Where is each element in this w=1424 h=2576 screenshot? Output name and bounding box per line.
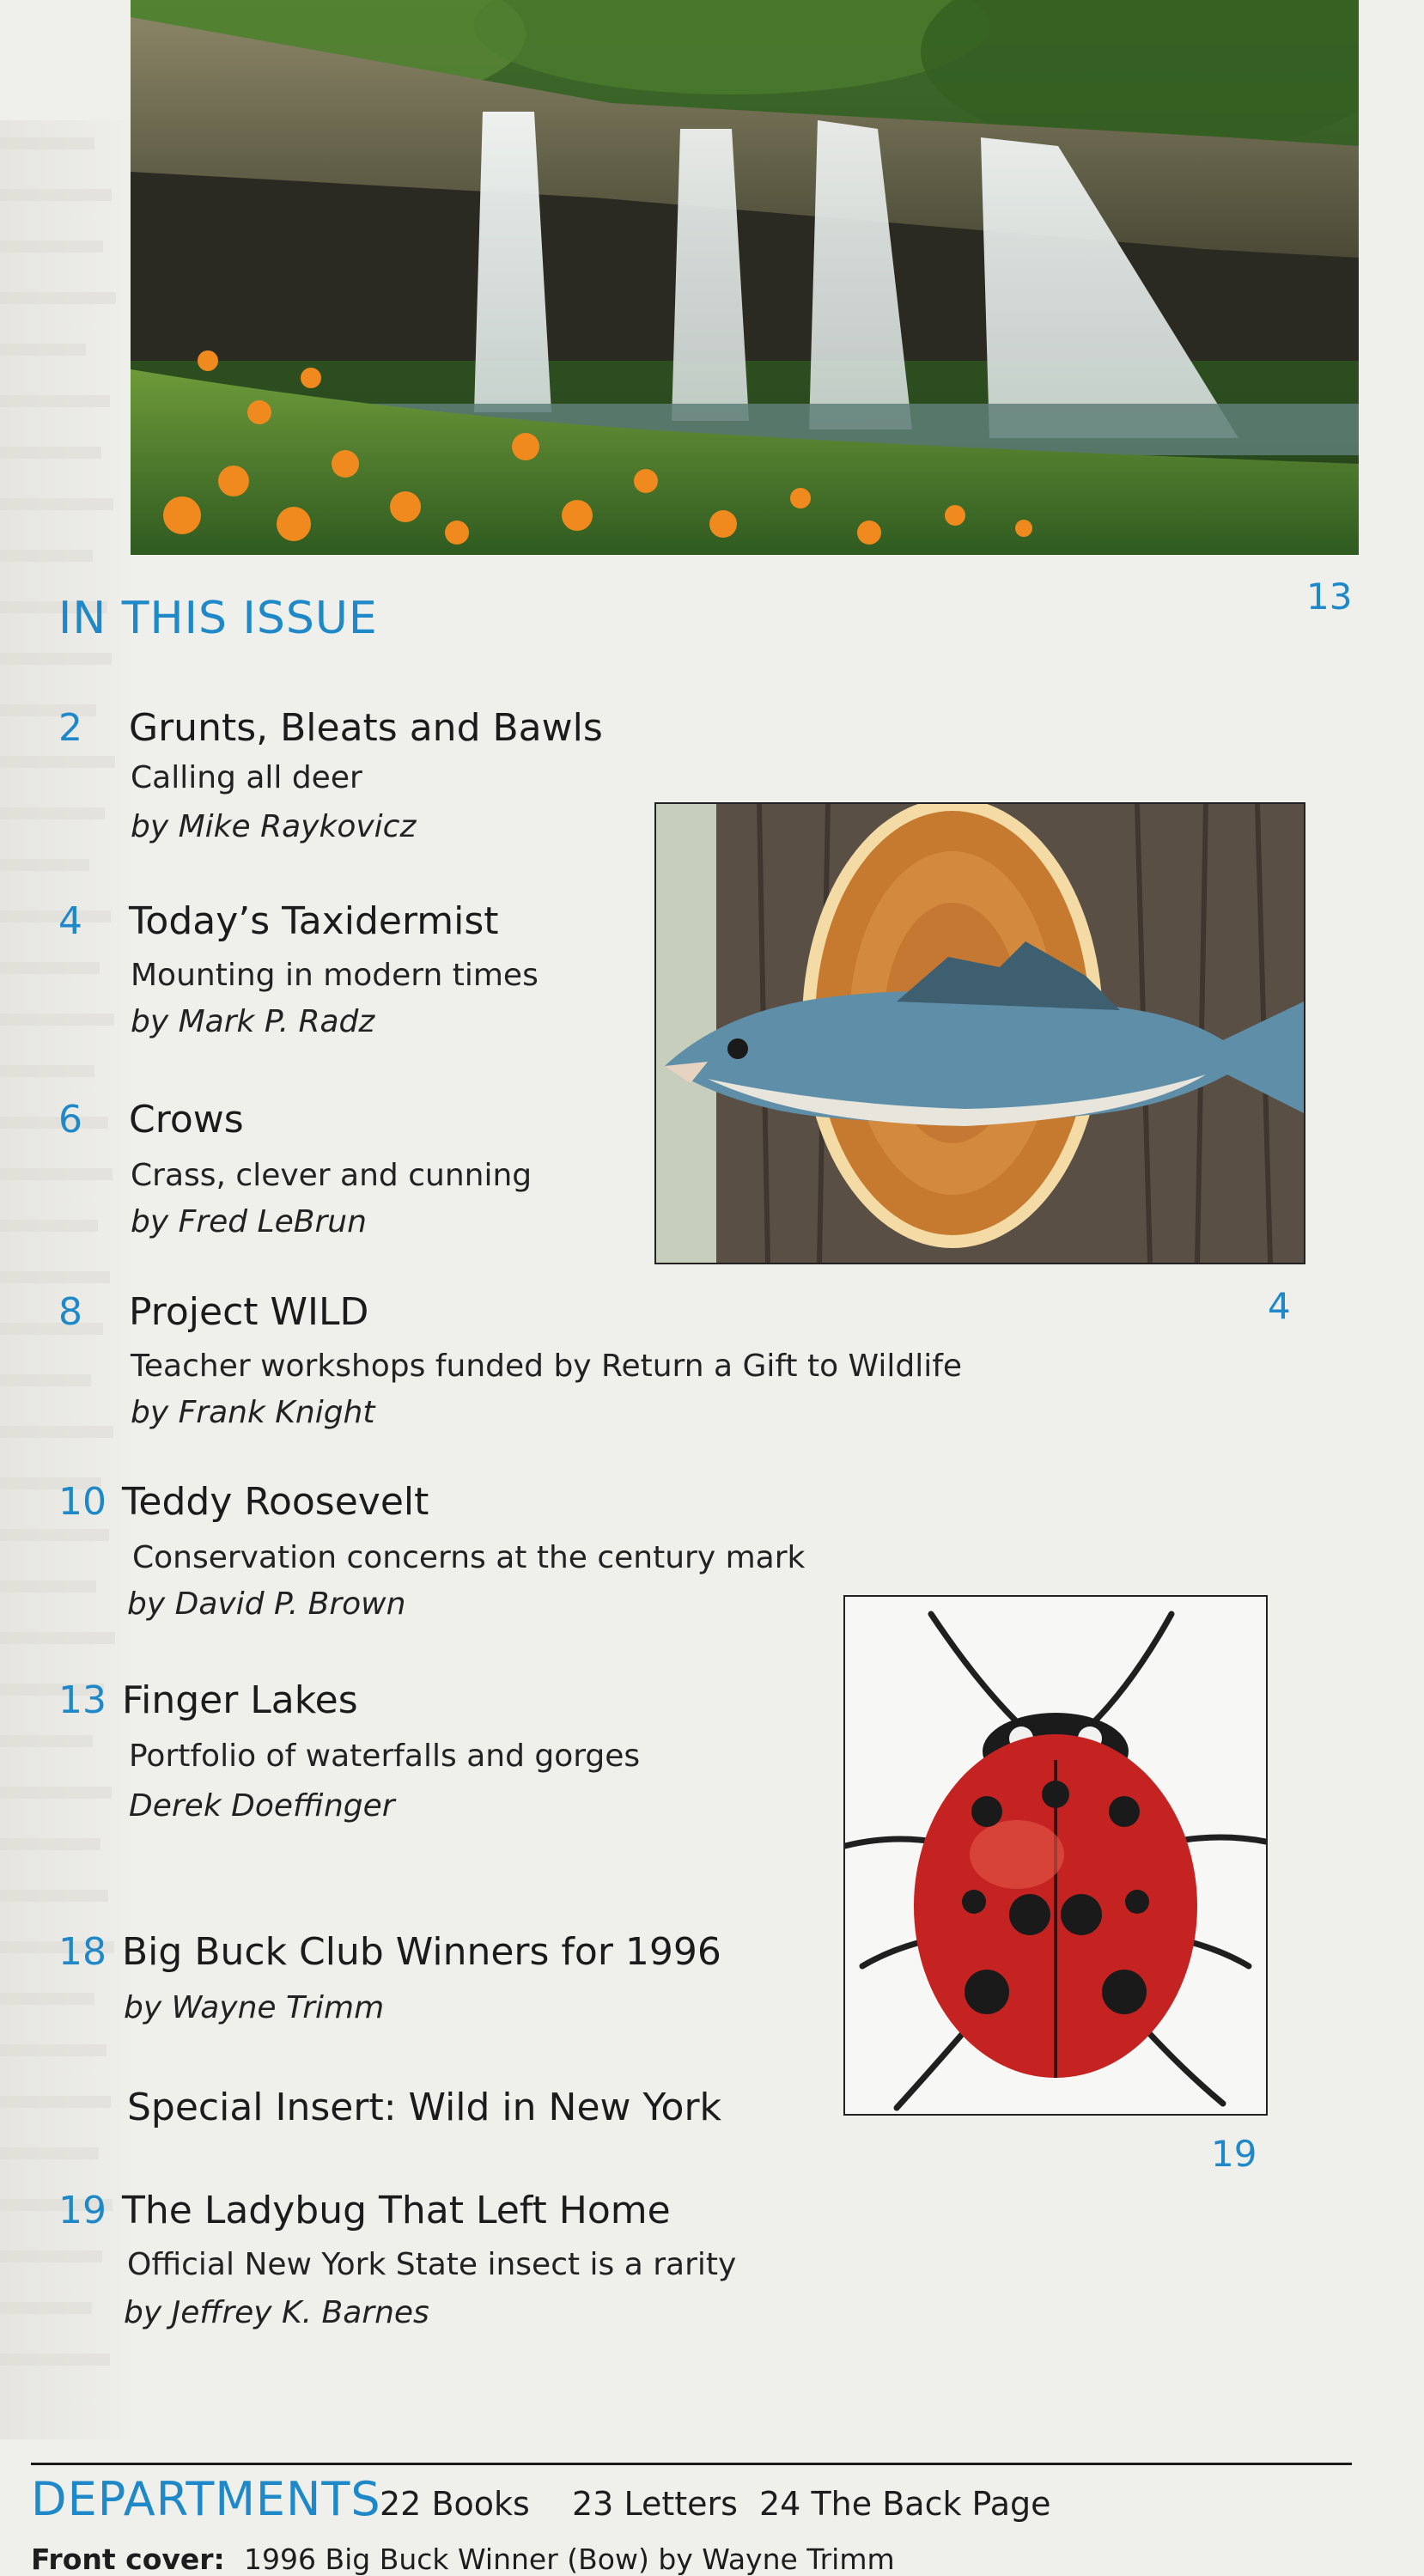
entry-page-number: 6 xyxy=(58,1098,82,1142)
front-cover-label: Front cover: xyxy=(31,2543,225,2576)
entry-title: Special Insert: Wild in New York xyxy=(127,2086,722,2129)
waterfall-photo xyxy=(131,0,1359,555)
departments-heading: DEPARTMENTS xyxy=(31,2472,381,2526)
entry-subtitle: Mounting in modern times xyxy=(131,958,539,993)
entry-author: Derek Doeffinger xyxy=(129,1788,395,1824)
department-item-letters[interactable] xyxy=(572,2485,738,2523)
entry-subtitle: Crass, clever and cunning xyxy=(131,1158,532,1193)
department-name: The Back Page xyxy=(811,2485,1051,2523)
entry-page-number: 4 xyxy=(58,899,82,943)
entry-title: The Ladybug That Left Home xyxy=(122,2189,671,2232)
department-name: Books xyxy=(431,2485,530,2523)
department-page-number: 22 xyxy=(380,2485,422,2523)
ladybug-page-label: 19 xyxy=(1211,2133,1257,2175)
departments-divider xyxy=(31,2463,1352,2465)
ladybug-illustration xyxy=(845,1597,1266,2114)
entry-page-number: 18 xyxy=(58,1930,106,1974)
entry-author: by Mark P. Radz xyxy=(131,1004,375,1039)
entry-page-number: 19 xyxy=(58,2189,106,2232)
entry-page-number: 10 xyxy=(58,1480,106,1524)
entry-page-number: 13 xyxy=(58,1678,106,1722)
entry-author: by David P. Brown xyxy=(127,1586,406,1622)
entry-page-number: 8 xyxy=(58,1290,82,1334)
ladybug-photo xyxy=(843,1595,1268,2116)
page-bleed-through xyxy=(0,120,129,2439)
waterfall-illustration xyxy=(131,0,1359,555)
entry-author: by Fred LeBrun xyxy=(131,1204,367,1239)
fish-page-label: 4 xyxy=(1268,1285,1291,1327)
entry-title: Finger Lakes xyxy=(122,1678,358,1722)
entry-subtitle: Teacher workshops funded by Return a Gift to Wildlife xyxy=(131,1349,963,1384)
department-item-back-page[interactable] xyxy=(759,2485,1051,2523)
entry-title: Project WILD xyxy=(129,1290,369,1334)
entry-subtitle: Official New York State insect is a rarity xyxy=(127,2247,737,2282)
entry-author: by Wayne Trimm xyxy=(124,1990,385,2025)
entry-author: by Frank Knight xyxy=(131,1395,375,1430)
entry-author: by Jeffrey K. Barnes xyxy=(124,2295,429,2330)
department-page-number: 23 xyxy=(572,2485,614,2523)
department-page-number: 24 xyxy=(759,2485,801,2523)
entry-title: Crows xyxy=(129,1098,244,1142)
entry-title: Grunts, Bleats and Bawls xyxy=(129,706,603,750)
entry-title: Teddy Roosevelt xyxy=(122,1480,429,1524)
bass-mount-illustration xyxy=(656,804,1304,1263)
bass-mount-photo xyxy=(654,802,1305,1264)
contents-heading: IN THIS ISSUE xyxy=(58,593,378,644)
front-cover-credit: 1996 Big Buck Winner (Bow) by Wayne Trimm xyxy=(244,2543,895,2576)
department-name: Letters xyxy=(624,2485,738,2523)
entry-page-number: 2 xyxy=(58,706,82,750)
entry-subtitle: Conservation concerns at the century mark xyxy=(132,1540,806,1575)
waterfall-page-label: 13 xyxy=(1306,575,1353,618)
entry-subtitle: Calling all deer xyxy=(131,760,362,795)
entry-title: Big Buck Club Winners for 1996 xyxy=(122,1930,721,1974)
entry-subtitle: Portfolio of waterfalls and gorges xyxy=(129,1739,641,1774)
entry-author: by Mike Raykovicz xyxy=(131,809,417,844)
entry-title: Today’s Taxidermist xyxy=(129,899,499,943)
department-item-books[interactable] xyxy=(380,2485,530,2523)
